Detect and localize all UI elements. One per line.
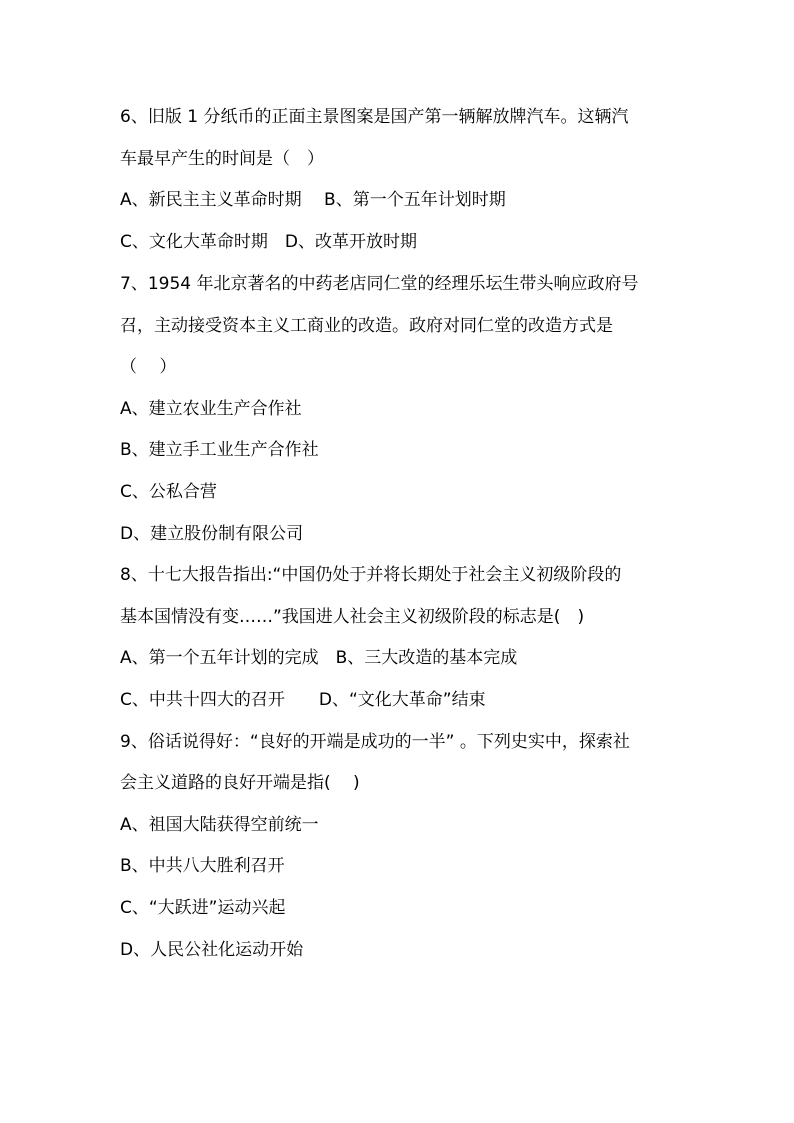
question-8-line-1: 8、十七大报告指出:“中国仍处于并将长期处于社会主义初级阶段的 <box>120 565 622 585</box>
question-9-option-c: C、“大跃进”运动兴起 <box>120 898 286 918</box>
question-8-options-ab: A、第一个五年计划的完成 B、三大改造的基本完成 <box>120 648 518 668</box>
question-6-line-1: 6、旧版 1 分纸币的正面主景图案是国产第一辆解放牌汽车。这辆汽 <box>120 107 629 127</box>
question-9-line-1: 9、俗话说得好：“良好的开端是成功的一半” 。下列史实中，探索社 <box>120 732 630 752</box>
question-8-line-2: 基本国情没有变……”我国进人社会主义初级阶段的标志是( ) <box>120 607 585 627</box>
question-6-options-cd: C、文化大革命时期 D、改革开放时期 <box>120 232 417 252</box>
question-7-line-3: （ ） <box>120 357 177 377</box>
question-7-option-c: C、公私合营 <box>120 482 217 502</box>
question-7-option-a: A、建立农业生产合作社 <box>120 399 302 419</box>
question-9-line-2: 会主义道路的良好开端是指( ) <box>120 773 360 793</box>
question-8-options-cd: C、中共十四大的召开 D、“文化大革命”结束 <box>120 690 486 710</box>
question-7-option-b: B、建立手工业生产合作社 <box>120 440 319 460</box>
question-6-line-2: 车最早产生的时间是（ ） <box>120 149 324 169</box>
question-9-option-d: D、人民公社化运动开始 <box>120 940 304 960</box>
question-7-line-2: 召，主动接受资本主义工商业的改造。政府对同仁堂的改造方式是 <box>120 316 613 336</box>
question-6-options-ab: A、新民主主义革命时期 B、第一个五年计划时期 <box>120 190 506 210</box>
question-7-option-d: D、建立股份制有限公司 <box>120 524 304 544</box>
question-9-option-b: B、中共八大胜利召开 <box>120 856 285 876</box>
question-7-line-1: 7、1954 年北京著名的中药老店同仁堂的经理乐坛生带头响应政府号 <box>120 274 639 294</box>
question-9-option-a: A、祖国大陆获得空前统一 <box>120 815 319 835</box>
